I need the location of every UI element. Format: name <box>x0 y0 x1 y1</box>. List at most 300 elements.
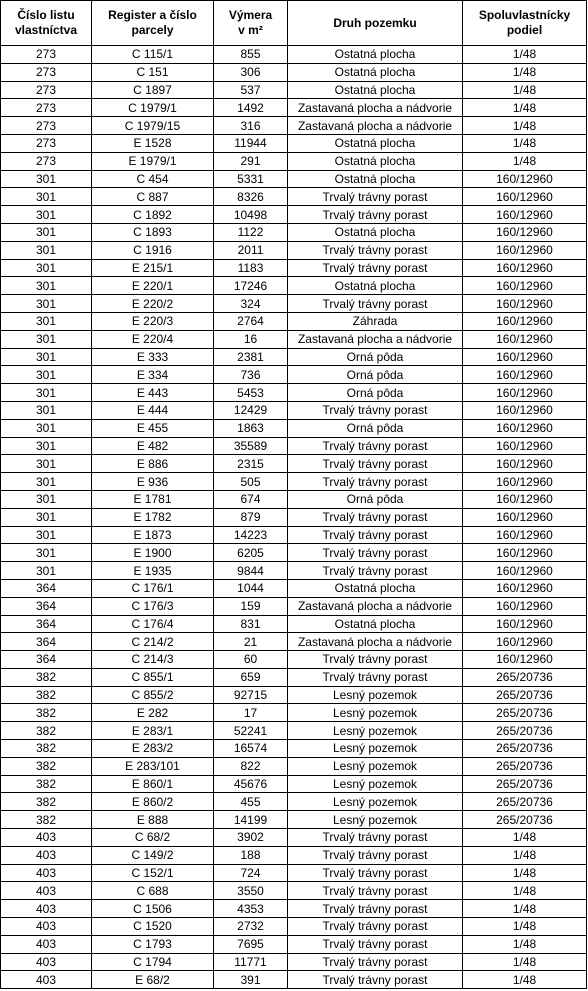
cell-co-ownership-share: 265/20736 <box>463 740 587 758</box>
cell-co-ownership-share: 160/12960 <box>463 544 587 562</box>
cell-ownership-sheet-number: 403 <box>1 971 92 989</box>
cell-ownership-sheet-number: 301 <box>1 544 92 562</box>
cell-parcel-number: C 214/3 <box>92 651 214 669</box>
cell-co-ownership-share: 1/48 <box>463 918 587 936</box>
cell-co-ownership-share: 160/12960 <box>463 562 587 580</box>
cell-parcel-number: E 333 <box>92 348 214 366</box>
cell-co-ownership-share: 1/48 <box>463 46 587 64</box>
cell-area: 7695 <box>214 935 288 953</box>
cell-ownership-sheet-number: 301 <box>1 206 92 224</box>
cell-land-type: Trvalý trávny porast <box>288 829 463 847</box>
cell-area: 11944 <box>214 134 288 152</box>
cell-area: 1863 <box>214 419 288 437</box>
cell-area: 1044 <box>214 579 288 597</box>
cell-ownership-sheet-number: 403 <box>1 900 92 918</box>
cell-parcel-number: C 151 <box>92 63 214 81</box>
cell-area: 35589 <box>214 437 288 455</box>
cell-area: 16574 <box>214 740 288 758</box>
cell-area: 1122 <box>214 223 288 241</box>
cell-ownership-sheet-number: 273 <box>1 63 92 81</box>
cell-land-type: Ostatná plocha <box>288 81 463 99</box>
cell-co-ownership-share: 1/48 <box>463 900 587 918</box>
cell-land-type: Ostatná plocha <box>288 170 463 188</box>
table-row <box>1 384 587 402</box>
table-row <box>1 401 587 419</box>
cell-parcel-number: E 860/2 <box>92 793 214 811</box>
cell-parcel-number: E 1873 <box>92 526 214 544</box>
cell-land-type: Trvalý trávny porast <box>288 188 463 206</box>
table-row <box>1 864 587 882</box>
table-row <box>1 188 587 206</box>
cell-land-type: Orná pôda <box>288 384 463 402</box>
cell-co-ownership-share: 160/12960 <box>463 597 587 615</box>
cell-co-ownership-share: 265/20736 <box>463 668 587 686</box>
header-parcel-register-number: Register a číslo parcely <box>92 1 214 46</box>
table-row <box>1 366 587 384</box>
cell-co-ownership-share: 160/12960 <box>463 526 587 544</box>
cell-area: 1492 <box>214 99 288 117</box>
table-row <box>1 615 587 633</box>
cell-co-ownership-share: 160/12960 <box>463 170 587 188</box>
cell-parcel-number: E 220/2 <box>92 295 214 313</box>
cell-area: 736 <box>214 366 288 384</box>
cell-area: 9844 <box>214 562 288 580</box>
table-row <box>1 490 587 508</box>
cell-ownership-sheet-number: 301 <box>1 419 92 437</box>
cell-area: 12429 <box>214 401 288 419</box>
table-row <box>1 597 587 615</box>
cell-ownership-sheet-number: 273 <box>1 99 92 117</box>
cell-parcel-number: C 176/3 <box>92 597 214 615</box>
cell-ownership-sheet-number: 364 <box>1 579 92 597</box>
cell-ownership-sheet-number: 382 <box>1 704 92 722</box>
cell-co-ownership-share: 160/12960 <box>463 348 587 366</box>
cell-parcel-number: C 149/2 <box>92 846 214 864</box>
cell-parcel-number: C 1794 <box>92 953 214 971</box>
cell-co-ownership-share: 1/48 <box>463 63 587 81</box>
cell-ownership-sheet-number: 301 <box>1 384 92 402</box>
cell-parcel-number: E 283/1 <box>92 722 214 740</box>
cell-co-ownership-share: 160/12960 <box>463 508 587 526</box>
cell-land-type: Orná pôda <box>288 490 463 508</box>
table-row <box>1 775 587 793</box>
cell-land-type: Ostatná plocha <box>288 63 463 81</box>
cell-co-ownership-share: 1/48 <box>463 117 587 135</box>
cell-parcel-number: E 1900 <box>92 544 214 562</box>
cell-ownership-sheet-number: 403 <box>1 829 92 847</box>
cell-ownership-sheet-number: 382 <box>1 811 92 829</box>
table-row <box>1 633 587 651</box>
cell-co-ownership-share: 160/12960 <box>463 188 587 206</box>
cell-co-ownership-share: 265/20736 <box>463 686 587 704</box>
cell-co-ownership-share: 160/12960 <box>463 473 587 491</box>
cell-co-ownership-share: 160/12960 <box>463 437 587 455</box>
header-land-type: Druh pozemku <box>288 1 463 46</box>
cell-area: 537 <box>214 81 288 99</box>
cell-co-ownership-share: 1/48 <box>463 99 587 117</box>
cell-co-ownership-share: 265/20736 <box>463 811 587 829</box>
cell-area: 10498 <box>214 206 288 224</box>
cell-parcel-number: C 1793 <box>92 935 214 953</box>
cell-area: 52241 <box>214 722 288 740</box>
cell-land-type: Ostatná plocha <box>288 615 463 633</box>
cell-ownership-sheet-number: 382 <box>1 757 92 775</box>
cell-parcel-number: C 176/1 <box>92 579 214 597</box>
table-row <box>1 544 587 562</box>
cell-area: 324 <box>214 295 288 313</box>
cell-land-type: Lesný pozemok <box>288 686 463 704</box>
cell-land-type: Trvalý trávny porast <box>288 900 463 918</box>
cell-area: 674 <box>214 490 288 508</box>
cell-land-type: Zastavaná plocha a nádvorie <box>288 330 463 348</box>
cell-parcel-number: E 215/1 <box>92 259 214 277</box>
cell-parcel-number: C 855/1 <box>92 668 214 686</box>
cell-land-type: Ostatná plocha <box>288 277 463 295</box>
cell-area: 879 <box>214 508 288 526</box>
table-row <box>1 846 587 864</box>
cell-area: 2315 <box>214 455 288 473</box>
cell-ownership-sheet-number: 403 <box>1 953 92 971</box>
cell-ownership-sheet-number: 301 <box>1 348 92 366</box>
cell-parcel-number: E 886 <box>92 455 214 473</box>
cell-ownership-sheet-number: 301 <box>1 330 92 348</box>
cell-land-type: Lesný pozemok <box>288 757 463 775</box>
cell-ownership-sheet-number: 301 <box>1 562 92 580</box>
table-row <box>1 686 587 704</box>
cell-parcel-number: E 220/4 <box>92 330 214 348</box>
cell-area: 45676 <box>214 775 288 793</box>
cell-parcel-number: C 1892 <box>92 206 214 224</box>
cell-co-ownership-share: 160/12960 <box>463 384 587 402</box>
cell-ownership-sheet-number: 273 <box>1 46 92 64</box>
cell-land-type: Lesný pozemok <box>288 722 463 740</box>
cell-parcel-number: E 482 <box>92 437 214 455</box>
table-row <box>1 134 587 152</box>
cell-parcel-number: C 1506 <box>92 900 214 918</box>
cell-co-ownership-share: 1/48 <box>463 134 587 152</box>
cell-land-type: Záhrada <box>288 312 463 330</box>
cell-ownership-sheet-number: 273 <box>1 117 92 135</box>
cell-land-type: Trvalý trávny porast <box>288 206 463 224</box>
cell-area: 659 <box>214 668 288 686</box>
table-header-row <box>1 1 587 46</box>
table-row <box>1 241 587 259</box>
cell-land-type: Trvalý trávny porast <box>288 971 463 989</box>
table-row <box>1 63 587 81</box>
cell-parcel-number: E 1782 <box>92 508 214 526</box>
cell-ownership-sheet-number: 403 <box>1 864 92 882</box>
cell-land-type: Trvalý trávny porast <box>288 953 463 971</box>
cell-parcel-number: E 68/2 <box>92 971 214 989</box>
cell-ownership-sheet-number: 403 <box>1 882 92 900</box>
cell-ownership-sheet-number: 301 <box>1 223 92 241</box>
cell-area: 21 <box>214 633 288 651</box>
cell-ownership-sheet-number: 301 <box>1 277 92 295</box>
cell-parcel-number: E 283/2 <box>92 740 214 758</box>
cell-co-ownership-share: 160/12960 <box>463 295 587 313</box>
table-row <box>1 259 587 277</box>
cell-area: 2381 <box>214 348 288 366</box>
cell-land-type: Ostatná plocha <box>288 223 463 241</box>
cell-co-ownership-share: 1/48 <box>463 864 587 882</box>
cell-land-type: Ostatná plocha <box>288 46 463 64</box>
cell-parcel-number: C 887 <box>92 188 214 206</box>
cell-parcel-number: C 152/1 <box>92 864 214 882</box>
cell-co-ownership-share: 1/48 <box>463 971 587 989</box>
cell-land-type: Orná pôda <box>288 366 463 384</box>
cell-ownership-sheet-number: 301 <box>1 473 92 491</box>
table-row <box>1 757 587 775</box>
table-row <box>1 793 587 811</box>
cell-co-ownership-share: 160/12960 <box>463 490 587 508</box>
cell-co-ownership-share: 265/20736 <box>463 757 587 775</box>
cell-ownership-sheet-number: 301 <box>1 526 92 544</box>
cell-ownership-sheet-number: 301 <box>1 188 92 206</box>
cell-land-type: Trvalý trávny porast <box>288 401 463 419</box>
cell-area: 391 <box>214 971 288 989</box>
table-row <box>1 562 587 580</box>
cell-land-type: Trvalý trávny porast <box>288 544 463 562</box>
cell-ownership-sheet-number: 301 <box>1 490 92 508</box>
cell-area: 2764 <box>214 312 288 330</box>
table-row <box>1 971 587 989</box>
cell-parcel-number: E 1935 <box>92 562 214 580</box>
cell-parcel-number: C 454 <box>92 170 214 188</box>
cell-ownership-sheet-number: 301 <box>1 366 92 384</box>
cell-area: 1183 <box>214 259 288 277</box>
cell-ownership-sheet-number: 382 <box>1 722 92 740</box>
cell-area: 316 <box>214 117 288 135</box>
table-row <box>1 117 587 135</box>
cell-land-type: Ostatná plocha <box>288 152 463 170</box>
cell-area: 3550 <box>214 882 288 900</box>
cell-ownership-sheet-number: 301 <box>1 401 92 419</box>
cell-land-type: Lesný pozemok <box>288 704 463 722</box>
cell-ownership-sheet-number: 301 <box>1 259 92 277</box>
table-row <box>1 829 587 847</box>
cell-land-type: Trvalý trávny porast <box>288 668 463 686</box>
cell-co-ownership-share: 1/48 <box>463 935 587 953</box>
cell-co-ownership-share: 160/12960 <box>463 312 587 330</box>
cell-co-ownership-share: 160/12960 <box>463 455 587 473</box>
cell-land-type: Trvalý trávny porast <box>288 935 463 953</box>
cell-land-type: Trvalý trávny porast <box>288 455 463 473</box>
cell-land-type: Orná pôda <box>288 348 463 366</box>
cell-parcel-number: E 283/101 <box>92 757 214 775</box>
cell-area: 11771 <box>214 953 288 971</box>
cell-ownership-sheet-number: 301 <box>1 170 92 188</box>
cell-parcel-number: E 443 <box>92 384 214 402</box>
cell-area: 505 <box>214 473 288 491</box>
cell-parcel-number: C 214/2 <box>92 633 214 651</box>
cell-parcel-number: E 1979/1 <box>92 152 214 170</box>
table-row <box>1 81 587 99</box>
cell-land-type: Trvalý trávny porast <box>288 526 463 544</box>
cell-area: 60 <box>214 651 288 669</box>
header-ownership-sheet-number: Číslo listu vlastníctva <box>1 1 92 46</box>
cell-land-type: Lesný pozemok <box>288 740 463 758</box>
table-row <box>1 882 587 900</box>
table-row <box>1 668 587 686</box>
cell-land-type: Trvalý trávny porast <box>288 562 463 580</box>
cell-area: 3902 <box>214 829 288 847</box>
cell-parcel-number: C 1979/1 <box>92 99 214 117</box>
header-co-ownership-share: Spoluvlastnícky podiel <box>463 1 587 46</box>
table-row <box>1 437 587 455</box>
cell-land-type: Zastavaná plocha a nádvorie <box>288 117 463 135</box>
cell-parcel-number: E 1528 <box>92 134 214 152</box>
cell-co-ownership-share: 265/20736 <box>463 722 587 740</box>
cell-area: 2732 <box>214 918 288 936</box>
table-row <box>1 206 587 224</box>
cell-parcel-number: C 1520 <box>92 918 214 936</box>
cell-parcel-number: C 688 <box>92 882 214 900</box>
cell-land-type: Trvalý trávny porast <box>288 918 463 936</box>
cell-ownership-sheet-number: 382 <box>1 668 92 686</box>
cell-co-ownership-share: 160/12960 <box>463 651 587 669</box>
table-row <box>1 295 587 313</box>
cell-land-type: Trvalý trávny porast <box>288 241 463 259</box>
cell-co-ownership-share: 160/12960 <box>463 330 587 348</box>
cell-area: 92715 <box>214 686 288 704</box>
cell-area: 17246 <box>214 277 288 295</box>
table-row <box>1 651 587 669</box>
cell-ownership-sheet-number: 382 <box>1 793 92 811</box>
cell-land-type: Ostatná plocha <box>288 579 463 597</box>
cell-area: 159 <box>214 597 288 615</box>
cell-parcel-number: E 220/3 <box>92 312 214 330</box>
cell-land-type: Trvalý trávny porast <box>288 846 463 864</box>
cell-area: 6205 <box>214 544 288 562</box>
table-row <box>1 526 587 544</box>
cell-area: 822 <box>214 757 288 775</box>
cell-ownership-sheet-number: 301 <box>1 437 92 455</box>
cell-co-ownership-share: 265/20736 <box>463 793 587 811</box>
cell-land-type: Trvalý trávny porast <box>288 508 463 526</box>
cell-land-type: Trvalý trávny porast <box>288 864 463 882</box>
table-row <box>1 46 587 64</box>
cell-co-ownership-share: 160/12960 <box>463 277 587 295</box>
cell-parcel-number: C 1916 <box>92 241 214 259</box>
cell-area: 724 <box>214 864 288 882</box>
table-row <box>1 508 587 526</box>
cell-land-type: Lesný pozemok <box>288 775 463 793</box>
cell-area: 8326 <box>214 188 288 206</box>
cell-co-ownership-share: 1/48 <box>463 829 587 847</box>
cell-ownership-sheet-number: 382 <box>1 686 92 704</box>
cell-land-type: Lesný pozemok <box>288 811 463 829</box>
cell-co-ownership-share: 160/12960 <box>463 223 587 241</box>
cell-ownership-sheet-number: 273 <box>1 134 92 152</box>
cell-area: 306 <box>214 63 288 81</box>
cell-ownership-sheet-number: 403 <box>1 935 92 953</box>
cell-co-ownership-share: 265/20736 <box>463 704 587 722</box>
cell-parcel-number: C 1897 <box>92 81 214 99</box>
table-row <box>1 722 587 740</box>
cell-co-ownership-share: 1/48 <box>463 81 587 99</box>
cell-land-type: Trvalý trávny porast <box>288 437 463 455</box>
cell-parcel-number: E 334 <box>92 366 214 384</box>
cell-parcel-number: E 860/1 <box>92 775 214 793</box>
cell-co-ownership-share: 160/12960 <box>463 633 587 651</box>
cell-parcel-number: C 1893 <box>92 223 214 241</box>
cell-parcel-number: E 455 <box>92 419 214 437</box>
cell-parcel-number: C 68/2 <box>92 829 214 847</box>
cell-ownership-sheet-number: 364 <box>1 597 92 615</box>
cell-ownership-sheet-number: 364 <box>1 615 92 633</box>
cell-parcel-number: C 855/2 <box>92 686 214 704</box>
cell-land-type: Zastavaná plocha a nádvorie <box>288 597 463 615</box>
cell-ownership-sheet-number: 364 <box>1 651 92 669</box>
cell-land-type: Trvalý trávny porast <box>288 651 463 669</box>
cell-ownership-sheet-number: 403 <box>1 918 92 936</box>
table-row <box>1 419 587 437</box>
cell-co-ownership-share: 160/12960 <box>463 615 587 633</box>
table-row <box>1 900 587 918</box>
cell-parcel-number: E 220/1 <box>92 277 214 295</box>
cell-parcel-number: C 176/4 <box>92 615 214 633</box>
cell-ownership-sheet-number: 273 <box>1 152 92 170</box>
cell-parcel-number: E 888 <box>92 811 214 829</box>
cell-co-ownership-share: 160/12960 <box>463 259 587 277</box>
table-row <box>1 455 587 473</box>
cell-co-ownership-share: 160/12960 <box>463 241 587 259</box>
cell-land-type: Zastavaná plocha a nádvorie <box>288 633 463 651</box>
table-row <box>1 330 587 348</box>
cell-land-type: Ostatná plocha <box>288 134 463 152</box>
cell-land-type: Trvalý trávny porast <box>288 473 463 491</box>
cell-area: 5453 <box>214 384 288 402</box>
cell-co-ownership-share: 1/48 <box>463 152 587 170</box>
cell-co-ownership-share: 265/20736 <box>463 775 587 793</box>
cell-ownership-sheet-number: 382 <box>1 775 92 793</box>
cell-ownership-sheet-number: 301 <box>1 295 92 313</box>
cell-area: 831 <box>214 615 288 633</box>
cell-ownership-sheet-number: 273 <box>1 81 92 99</box>
cell-area: 5331 <box>214 170 288 188</box>
cell-area: 291 <box>214 152 288 170</box>
cell-land-type: Lesný pozemok <box>288 793 463 811</box>
cell-parcel-number: E 282 <box>92 704 214 722</box>
table-body <box>1 46 587 989</box>
cell-area: 16 <box>214 330 288 348</box>
cell-land-type: Trvalý trávny porast <box>288 259 463 277</box>
table-row <box>1 99 587 117</box>
table-row <box>1 277 587 295</box>
cell-area: 855 <box>214 46 288 64</box>
cell-parcel-number: C 1979/15 <box>92 117 214 135</box>
cell-ownership-sheet-number: 382 <box>1 740 92 758</box>
table-row <box>1 348 587 366</box>
cell-co-ownership-share: 1/48 <box>463 846 587 864</box>
cell-area: 188 <box>214 846 288 864</box>
cell-area: 14223 <box>214 526 288 544</box>
cell-land-type: Trvalý trávny porast <box>288 295 463 313</box>
cell-area: 14199 <box>214 811 288 829</box>
cell-co-ownership-share: 1/48 <box>463 953 587 971</box>
cell-ownership-sheet-number: 301 <box>1 508 92 526</box>
cell-ownership-sheet-number: 301 <box>1 455 92 473</box>
cell-parcel-number: E 444 <box>92 401 214 419</box>
cell-area: 4353 <box>214 900 288 918</box>
cell-ownership-sheet-number: 301 <box>1 241 92 259</box>
cell-area: 455 <box>214 793 288 811</box>
cell-area: 2011 <box>214 241 288 259</box>
table-row <box>1 935 587 953</box>
table-row <box>1 740 587 758</box>
cell-land-type: Trvalý trávny porast <box>288 882 463 900</box>
cell-ownership-sheet-number: 364 <box>1 633 92 651</box>
